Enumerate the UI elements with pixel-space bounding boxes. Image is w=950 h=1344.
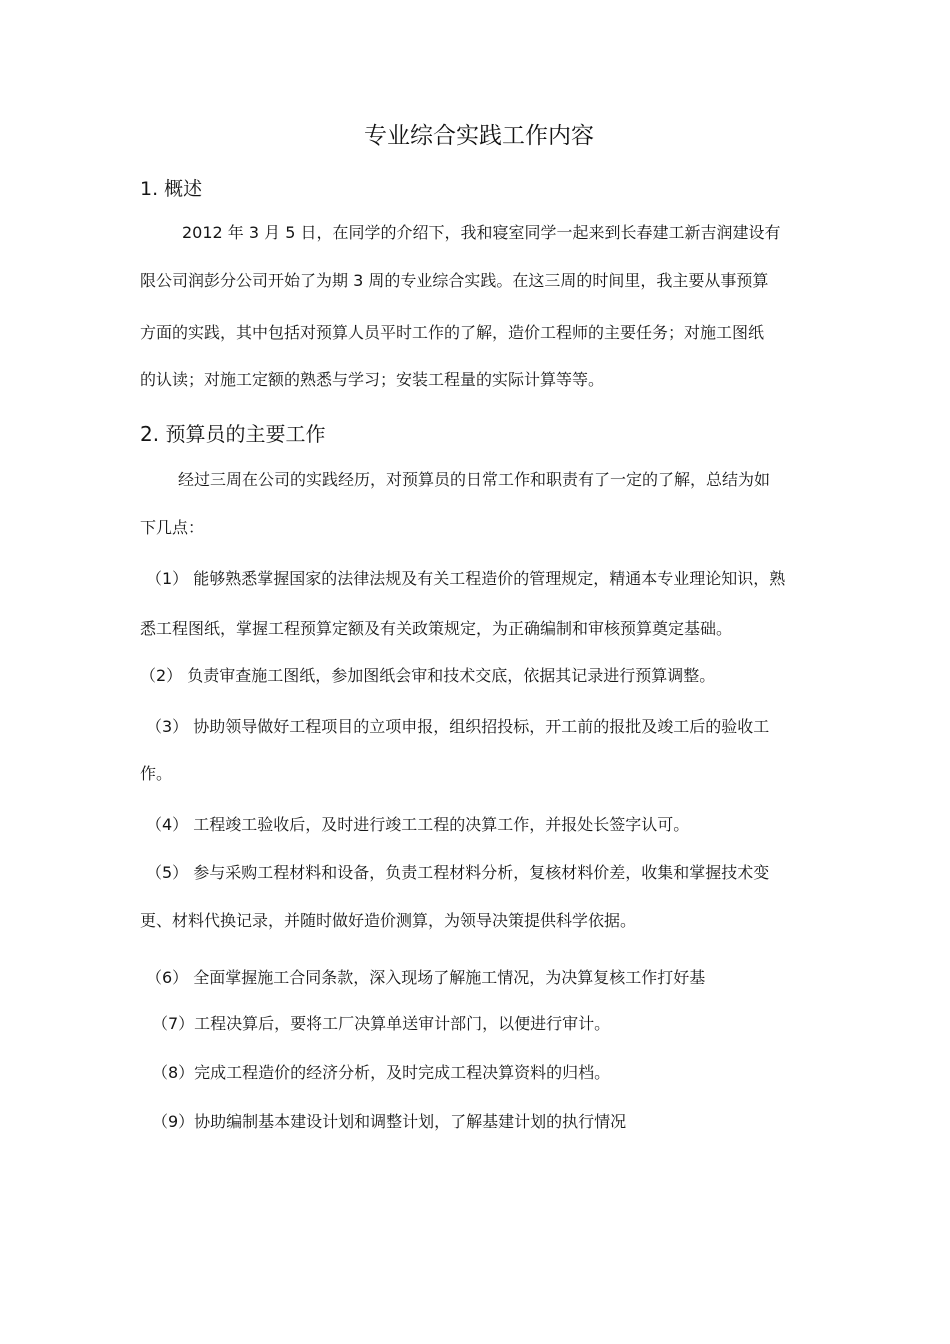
section2-heading: 2. 预算员的主要工作 [140,422,326,446]
list-item-continuation: 作。 [140,764,173,783]
list-item: （5） 参与采购工程材料和设备，负责工程材料分析，复核材料价差，收集和掌握技术变 [146,863,770,882]
paragraph-line: 限公司润彭分公司开始了为期 3 周的专业综合实践。在这三周的时间里，我主要从事预算 [140,271,769,290]
list-item-continuation: 更、材料代换记录，并随时做好造价测算，为领导决策提供科学依据。 [140,911,637,930]
list-item: （6） 全面掌握施工合同条款，深入现场了解施工情况，为决算复核工作打好基 [146,968,706,987]
list-item-continuation: 悉工程图纸，掌握工程预算定额及有关政策规定，为正确编制和审核预算奠定基础。 [140,619,733,638]
list-item: （1） 能够熟悉掌握国家的法律法规及有关工程造价的管理规定，精通本专业理论知识，熟 [146,569,786,588]
paragraph-line: 2012 年 3 月 5 日，在同学的介绍下，我和寝室同学一起来到长春建工新吉润建设有 [182,223,781,242]
paragraph-line: 经过三周在公司的实践经历，对预算员的日常工作和职责有了一定的了解，总结为如 [178,470,771,489]
list-item: （4） 工程竣工验收后，及时进行竣工工程的决算工作，并报处长签字认可。 [146,815,690,834]
paragraph-line: 方面的实践，其中包括对预算人员平时工作的了解，造价工程师的主要任务；对施工图纸 [140,323,765,342]
section1-heading: 1. 概述 [140,178,203,200]
paragraph-line: 的认读；对施工定额的熟悉与学习；安装工程量的实际计算等等。 [140,370,605,389]
list-item: （7）工程决算后，要将工厂决算单送审计部门，以便进行审计。 [152,1014,611,1033]
paragraph-line: 下几点： [140,518,205,537]
list-item: （8）完成工程造价的经济分析，及时完成工程决算资料的归档。 [152,1063,611,1082]
list-item: （2） 负责审查施工图纸，参加图纸会审和技术交底，依据其记录进行预算调整。 [140,666,716,685]
list-item: （9）协助编制基本建设计划和调整计划，了解基建计划的执行情况 [152,1112,627,1131]
list-item: （3） 协助领导做好工程项目的立项申报，组织招投标，开工前的报批及竣工后的验收工 [146,717,770,736]
document-title: 专业综合实践工作内容 [364,123,594,149]
